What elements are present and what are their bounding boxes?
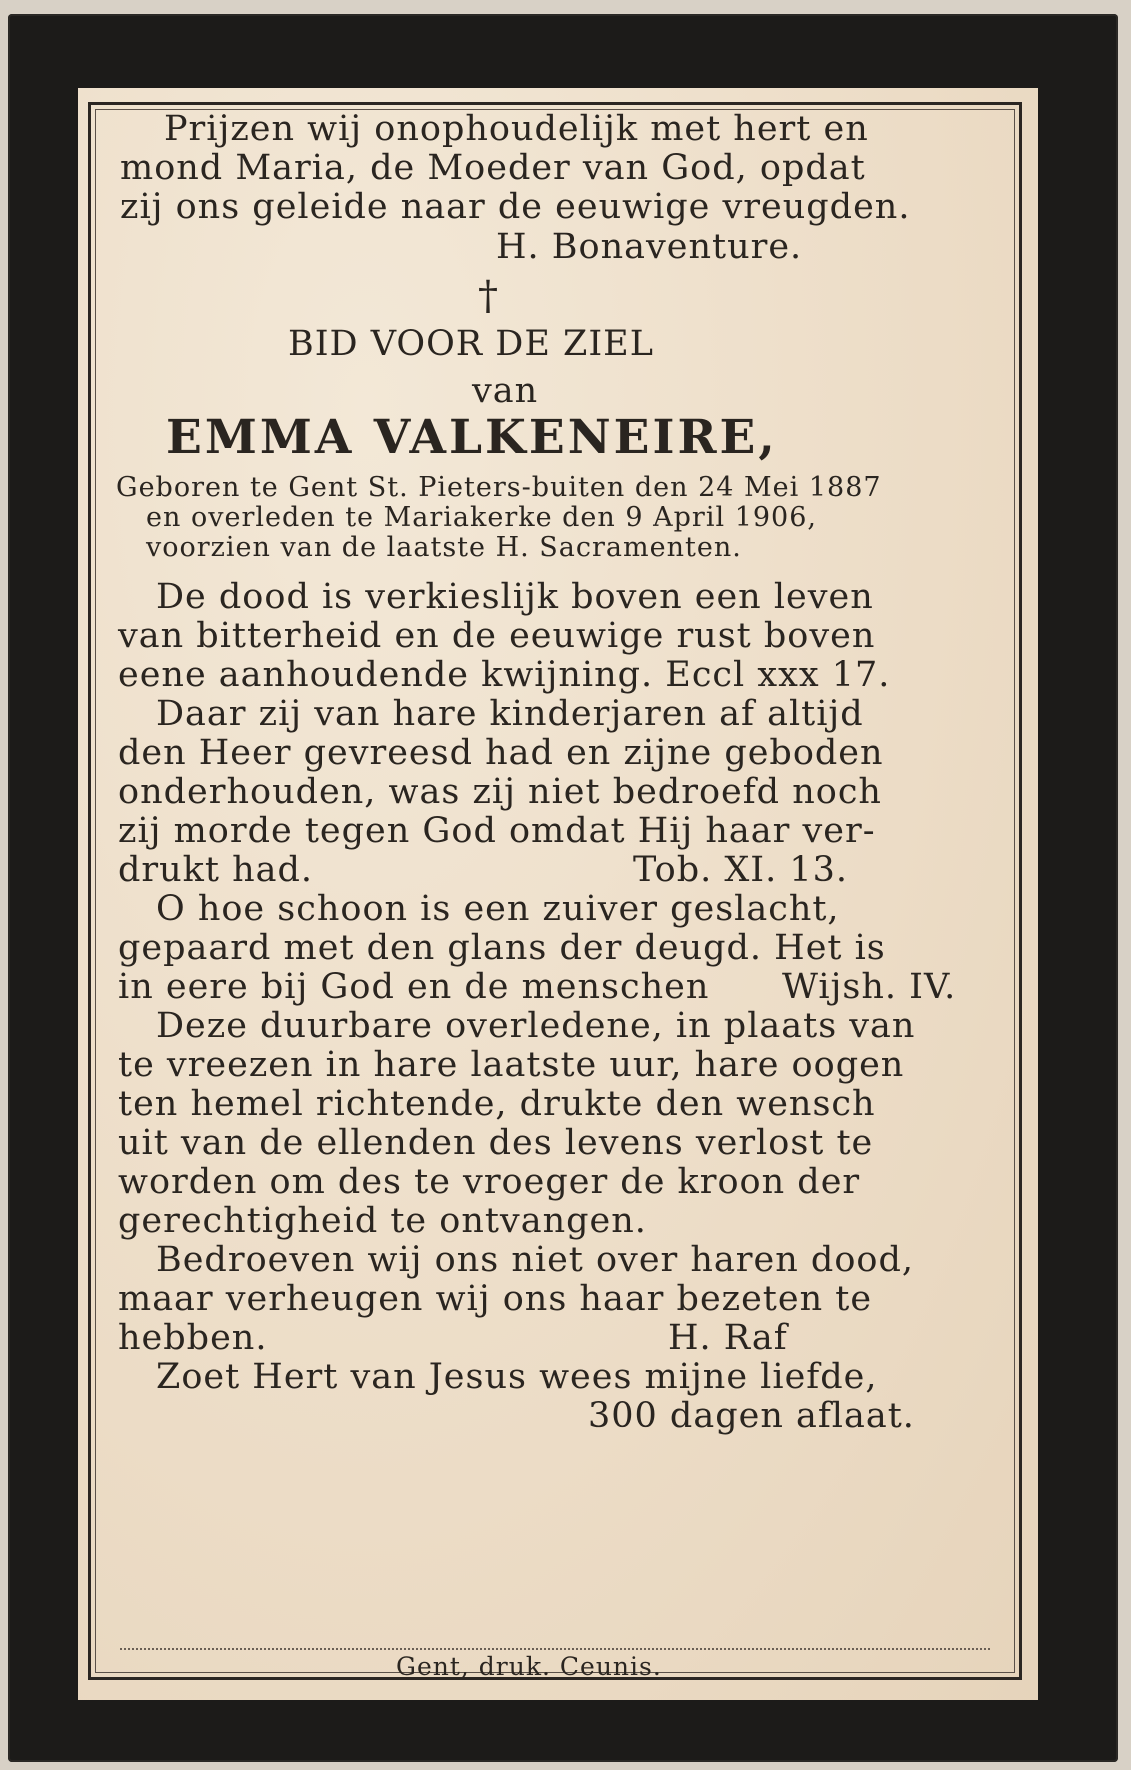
heading-van: van xyxy=(472,371,539,411)
prayer-line-3: zij ons geleide naar de eeuwige vreugden. xyxy=(120,187,911,227)
body-line-3: eene aanhoudende kwijning. Eccl xxx 17. xyxy=(118,655,891,695)
body-line-7: zij morde tegen God omdat Hij haar ver- xyxy=(118,811,876,851)
death-line: en overleden te Mariakerke den 9 April 1906, xyxy=(146,502,817,533)
body-line-1: De dood is verkieslijk boven een leven xyxy=(156,577,874,617)
body-line-19: gerechtigheid te ontvangen. xyxy=(118,1201,647,1241)
body-line-8: drukt had. xyxy=(118,850,314,890)
body-line-6: onderhouden, was zij niet bedroefd noch xyxy=(118,772,882,812)
body-line-4: Daar zij van hare kinderjaren af altijd xyxy=(156,694,864,734)
body-line-16: ten hemel richtende, drukte den wensch xyxy=(118,1084,876,1124)
indulgence-prayer: Zoet Hert van Jesus wees mijne liefde, xyxy=(156,1357,878,1397)
cross-icon: † xyxy=(478,273,499,319)
body-citation-raf: H. Raf xyxy=(668,1318,788,1358)
sacraments-line: voorzien van de laatste H. Sacramenten. xyxy=(146,532,742,563)
body-line-18: worden om des te vroeger de kroon der xyxy=(118,1162,861,1202)
body-citation-wijsh: Wijsh. IV. xyxy=(782,967,957,1007)
printer-divider xyxy=(120,1648,990,1650)
body-line-15: te vreezen in hare laatste uur, hare oogen xyxy=(118,1045,905,1085)
body-line-20: Bedroeven wij ons niet over haren dood, xyxy=(156,1240,914,1280)
body-line-14: Deze duurbare overledene, in plaats van xyxy=(156,1006,916,1046)
deceased-name: EMMA VALKENEIRE, xyxy=(166,410,778,465)
body-line-12: in eere bij God en de menschen xyxy=(118,967,710,1007)
body-line-5: den Heer gevreesd had en zijne geboden xyxy=(118,733,884,773)
body-line-10: O hoe schoon is een zuiver geslacht, xyxy=(156,889,840,929)
prayer-line-2: mond Maria, de Moeder van God, opdat xyxy=(120,148,866,188)
body-line-22: hebben. xyxy=(118,1318,268,1358)
prayer-line-1: Prijzen wij onophoudelijk met hert en xyxy=(164,109,869,149)
body-line-2: van bitterheid en de eeuwige rust boven xyxy=(118,616,876,656)
birth-line: Geboren te Gent St. Pieters-buiten den 24 Mei 1887 xyxy=(116,472,882,503)
indulgence-days: 300 dagen aflaat. xyxy=(588,1396,915,1436)
prayer-attribution: H. Bonaventure. xyxy=(496,227,803,267)
body-line-21: maar verheugen wij ons haar bezeten te xyxy=(118,1279,873,1319)
printer-credit: Gent, druk. Ceunis. xyxy=(396,1652,662,1681)
body-citation-tob: Tob. XI. 13. xyxy=(633,850,849,890)
heading-bid-voor-de-ziel: BID VOOR DE ZIEL xyxy=(288,324,654,364)
memorial-card xyxy=(78,88,1038,1700)
body-line-17: uit van de ellenden des levens verlost te xyxy=(118,1123,874,1163)
body-line-11: gepaard met den glans der deugd. Het is xyxy=(118,928,886,968)
